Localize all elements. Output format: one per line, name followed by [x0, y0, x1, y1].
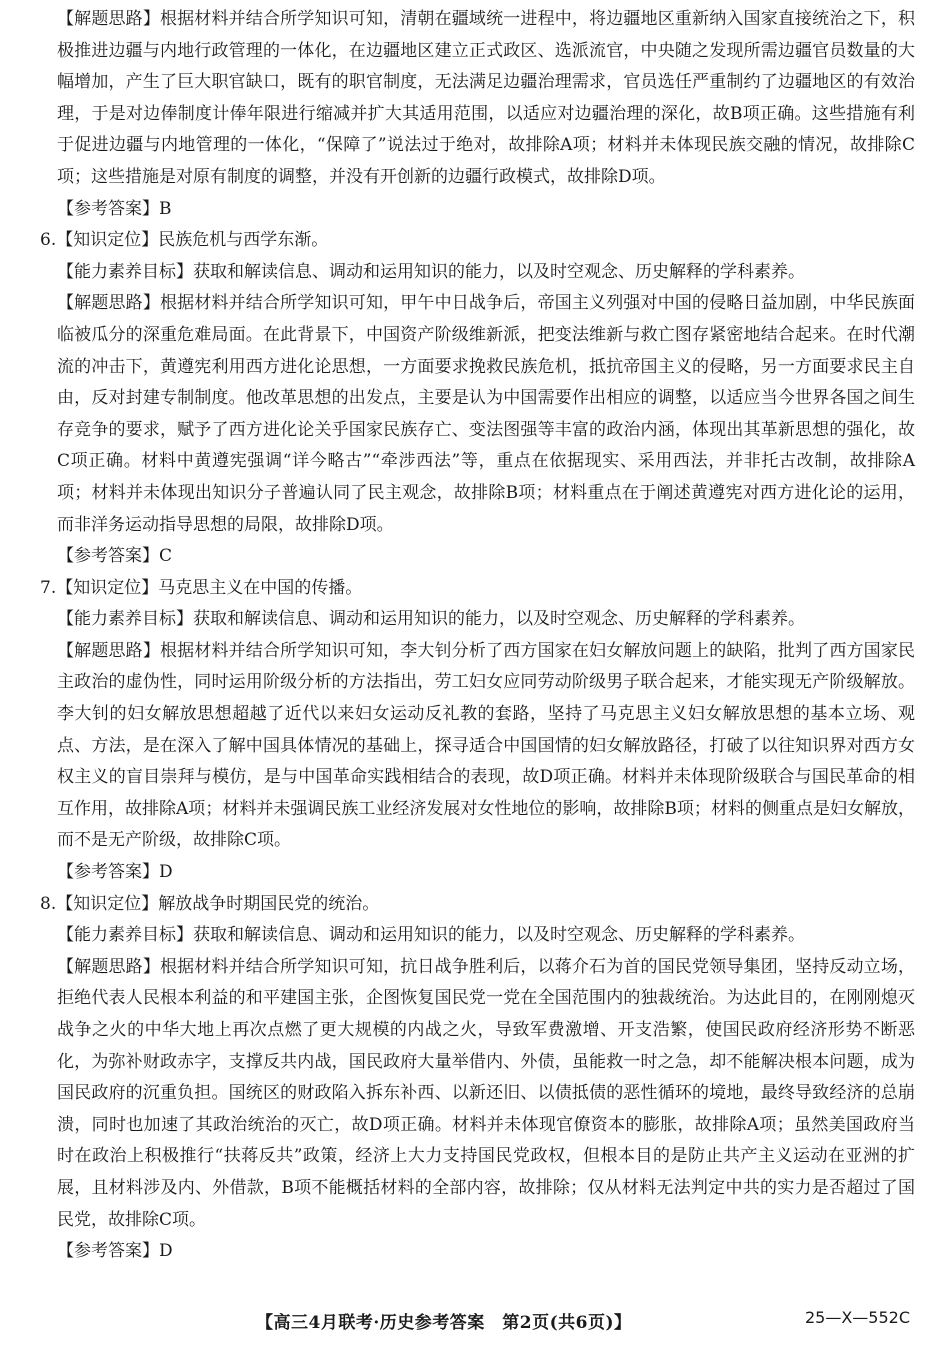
- knowledge-line: [40, 225, 915, 257]
- knowledge-text: 【知识定位】解放战争时期国民党的统治。: [56, 893, 380, 914]
- answer-line: 【参考答案】D: [57, 862, 173, 883]
- question-8-section: [40, 889, 915, 1268]
- knowledge-text: 【知识定位】马克思主义在中国的传播。: [56, 577, 363, 598]
- question-number: 7.: [40, 577, 57, 598]
- knowledge-line: [40, 573, 915, 605]
- intro-section: [40, 4, 915, 225]
- answer-line: 【参考答案】B: [57, 198, 172, 219]
- page-footer: [0, 1300, 950, 1336]
- ability-line: 【能力素养目标】获取和解读信息、调动和运用知识的能力，以及时空观念、历史解释的学科素养。: [57, 925, 805, 946]
- analysis-paragraph: 【解题思路】根据材料并结合所学知识可知，抗日战争胜利后，以蒋介石为首的国民党领导集团，坚持反动立场，拒绝代表人民根本利益的和平建国主张，企图恢复国民党一党在全国范围内的独裁统治。为达此目的，在刚刚熄灭战争之火的中华大地上再次点燃了更大规模的内战之火，导致军费激增、开支浩繁，使国民政府经济形势不断恶化，为弥补财政赤字，支撑反共内战，国民政府大量举借内、外债，虽能救一时之急，却不能解决根本问题，成为国民政府的沉重负担。国统区的财政陷入拆东补西、以新还旧、以债抵债的恶性循环的境地，最终导致经济的总崩溃，同时也加速了其政治统治的灭亡，故D项正确。材料并未体现官僚资本的膨胀，故排除A项；虽然美国政府当时在政治上积极推行“扶蒋反共”政策，经济上大力支持国民党政权，但根本目的是防止共产主义运动在亚洲的扩展，且材料涉及内、外借款，B项不能概括材料的全部内容，故排除；仅从材料无法判定中共的实力是否超过了国民党，故排除C项。: [57, 956, 915, 1230]
- answer-line: 【参考答案】C: [57, 546, 173, 567]
- analysis-paragraph: 【解题思路】根据材料并结合所学知识可知，李大钊分析了西方国家在妇女解放问题上的缺陷，批判了西方国家民主政治的虚伪性，同时运用阶级分析的方法指出，劳工妇女应同劳动阶级男子联合起来，才能实现无产阶级解放。李大钊的妇女解放思想超越了近代以来妇女运动反礼教的套路，坚持了马克思主义妇女解放思想的基本立场、观点、方法，是在深入了解中国具体情况的基础上，探寻适合中国国情的妇女解放路径，打破了以往知识界对西方女权主义的盲目崇拜与模仿，是与中国革命实践相结合的表现，故D项正确。材料并未体现阶级联合与国民革命的相互作用，故排除A项；材料并未强调民族工业经济发展对女性地位的影响，故排除B项；材料的侧重点是妇女解放，而不是无产阶级，故排除C项。: [57, 640, 915, 851]
- footer-title: 【高三4月联考·历史参考答案 第2页(共6页)】: [256, 1313, 632, 1333]
- analysis-paragraph: 【解题思路】根据材料并结合所学知识可知，甲午中日战争后，帝国主义列强对中国的侵略日益加剧，中华民族面临被瓜分的深重危难局面。在此背景下，中国资产阶级维新派，把变法维新与救亡图存紧密地结合起来。在时代潮流的冲击下，黄遵宪利用西方进化论思想，一方面要求挽救民族危机，抵抗帝国主义的侵略，另一方面要求民主自由，反对封建专制制度。他改革思想的出发点，主要是认为中国需要作出相应的调整，以适应当今世界各国之间生存竞争的要求，赋予了西方进化论关乎国家民族存亡、变法图强等丰富的政治内涵，体现出其革新思想的强化，故C项正确。材料中黄遵宪强调“详今略古”“牵涉西法”等，重点在依据现实、采用西法，并非托古改制，故排除A项；材料并未体现出知识分子普遍认同了民主观念，故排除B项；材料重点在于阐述黄遵宪对西方进化论的运用，而非洋务运动指导思想的局限，故排除D项。: [57, 293, 915, 535]
- ability-line: 【能力素养目标】获取和解读信息、调动和运用知识的能力，以及时空观念、历史解释的学科素养。: [57, 261, 805, 282]
- answer-content: [40, 4, 915, 1268]
- analysis-paragraph: 【解题思路】根据材料并结合所学知识可知，清朝在疆域统一进程中，将边疆地区重新纳入国家直接统治之下，积极推进边疆与内地行政管理的一体化，在边疆地区建立正式政区、选派流官，中央随之发现所需边疆官员数量的大幅增加，产生了巨大职官缺口，既有的职官制度，无法满足边疆治理需求，官员选任严重制约了边疆地区的有效治理，于是对边俸制度计俸年限进行缩减并扩大其适用范围，以适应对边疆治理的深化，故B项正确。这些措施有利于促进边疆与内地管理的一体化，“保障了”说法过于绝对，故排除A项；材料并未体现民族交融的情况，故排除C项；这些措施是对原有制度的调整，并没有开创新的边疆行政模式，故排除D项。: [57, 9, 915, 187]
- question-7-section: [40, 573, 915, 889]
- ability-line: 【能力素养目标】获取和解读信息、调动和运用知识的能力，以及时空观念、历史解释的学科素养。: [57, 609, 805, 630]
- question-6-section: [40, 225, 915, 573]
- footer-code: 25—X—552C: [804, 1308, 910, 1327]
- knowledge-text: 【知识定位】民族危机与西学东渐。: [56, 230, 329, 251]
- answer-line: 【参考答案】D: [57, 1241, 173, 1262]
- question-number: 8.: [40, 893, 57, 914]
- knowledge-line: [40, 889, 915, 921]
- question-number: 6.: [40, 230, 57, 251]
